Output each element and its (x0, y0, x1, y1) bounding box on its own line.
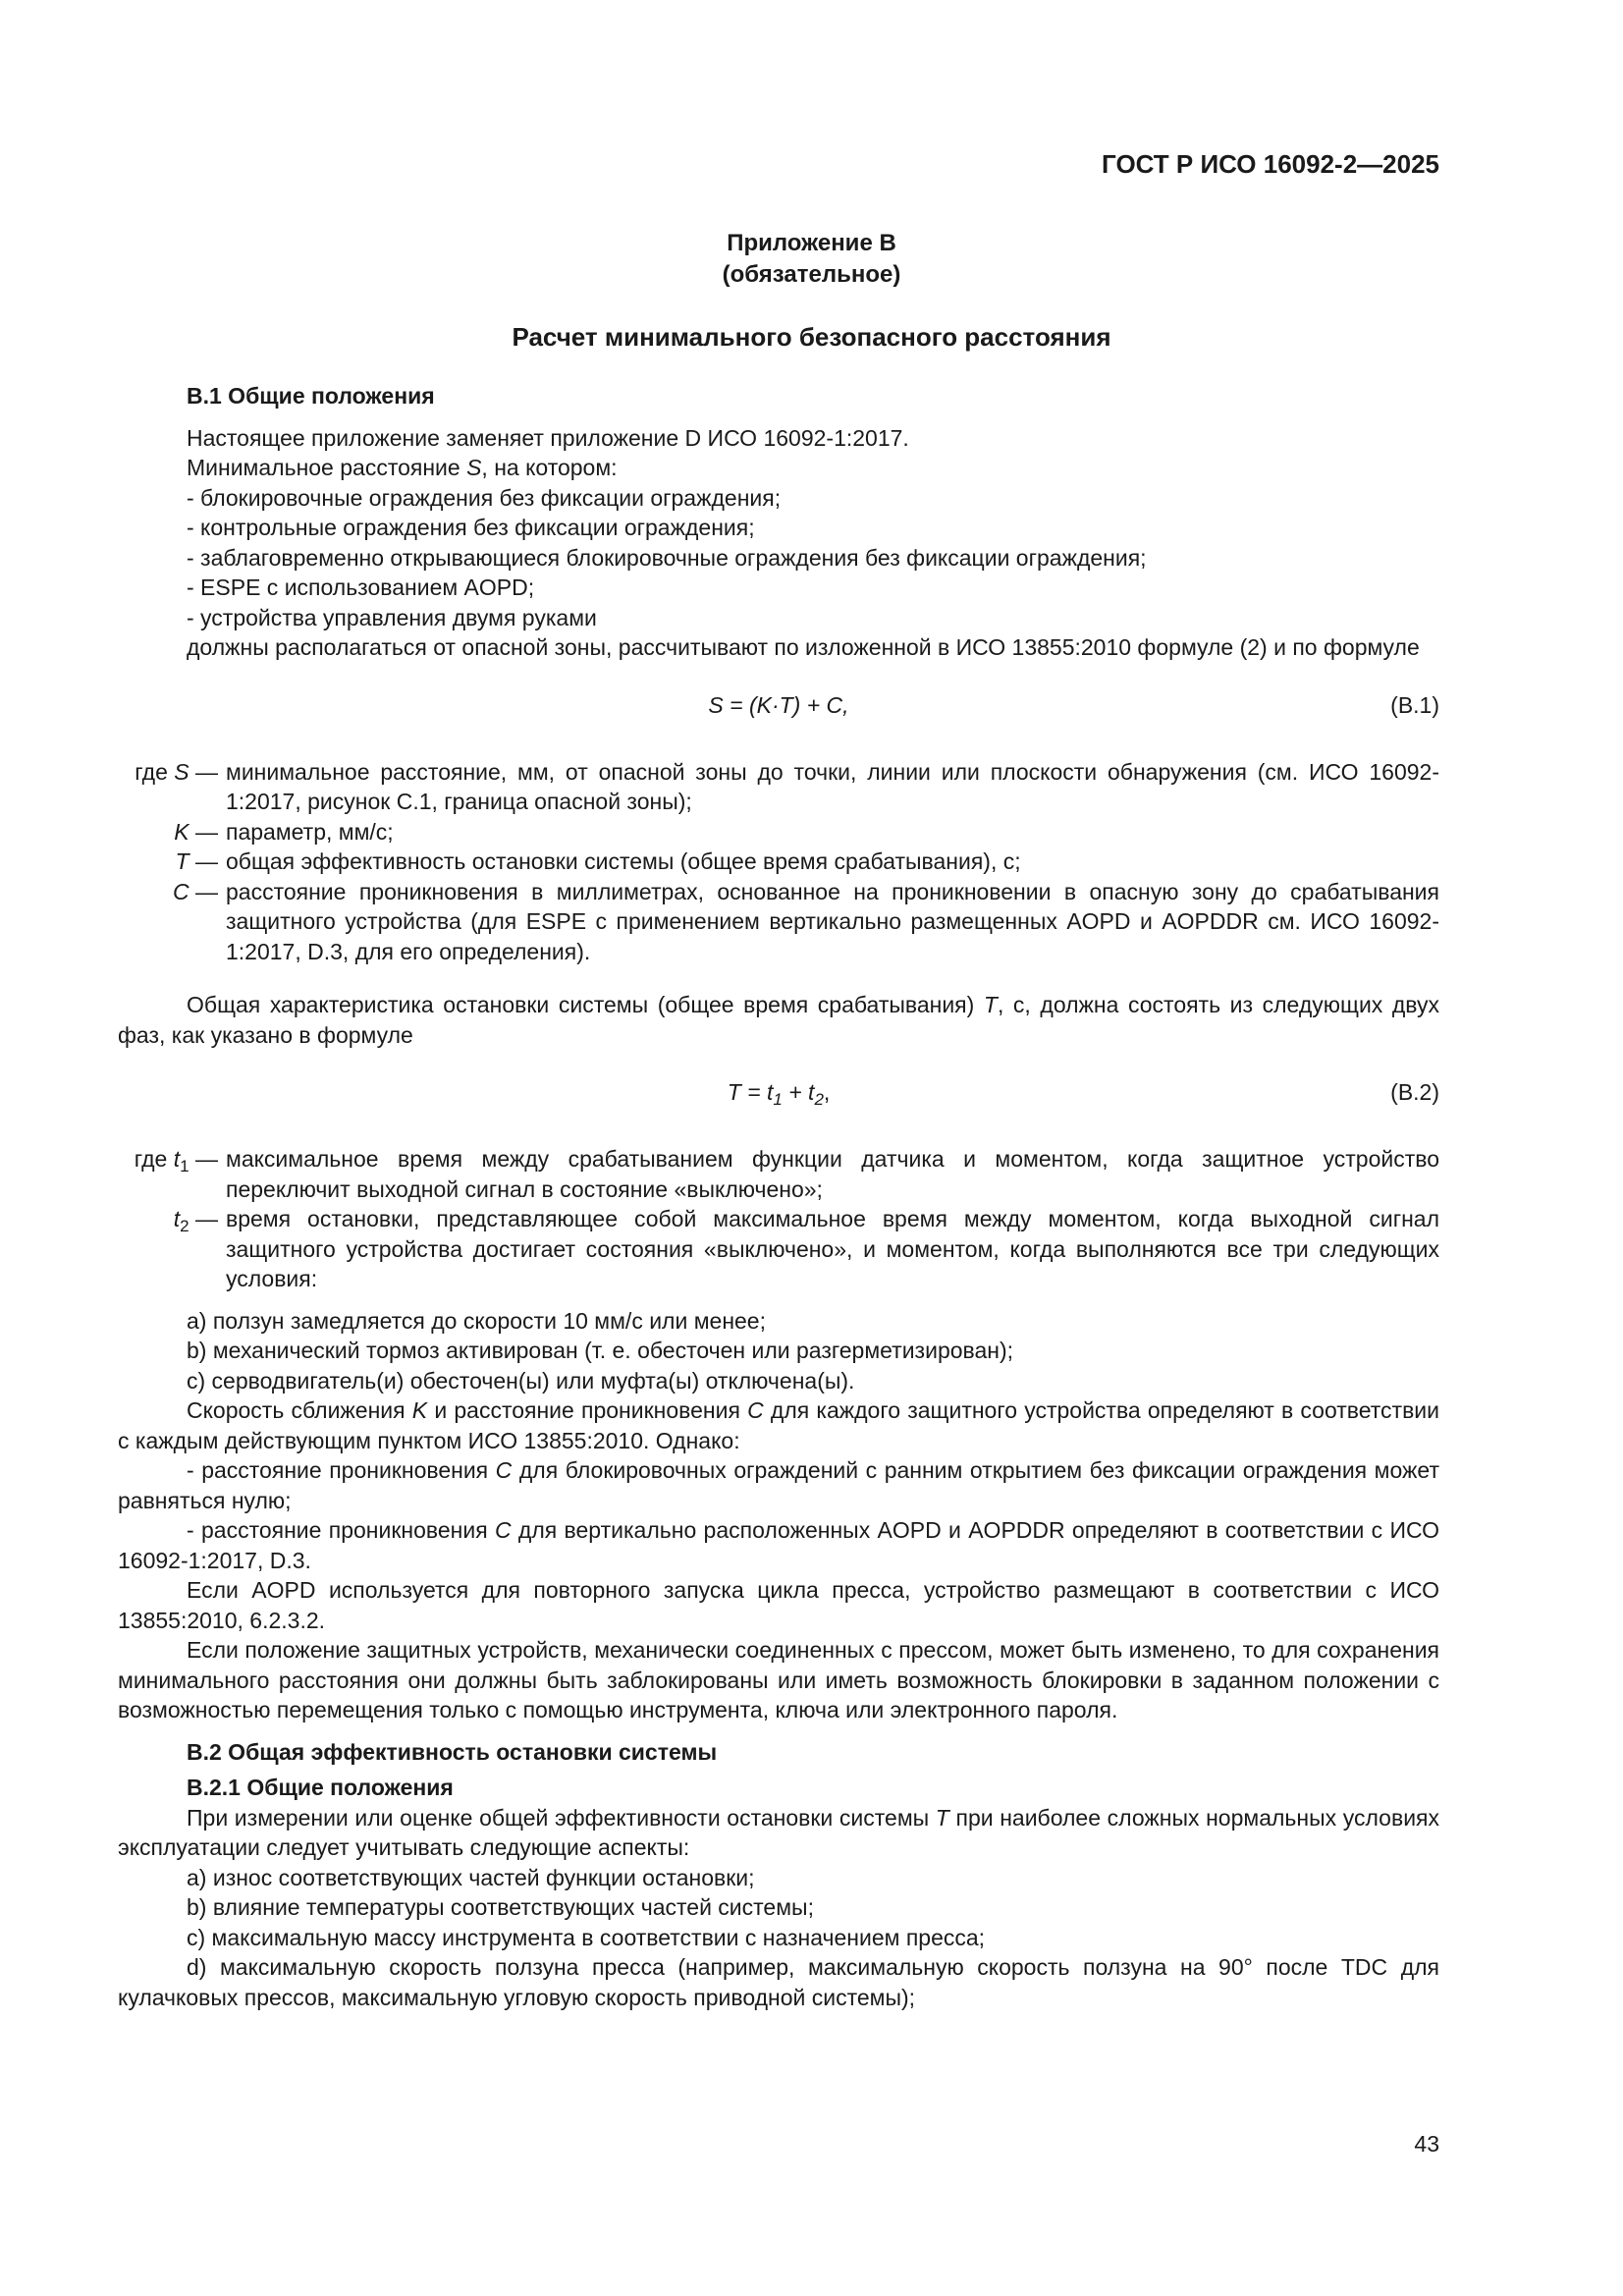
paragraph: Если AOPD используется для повторного запуска цикла пресса, устройство размещают в соответствии с ИСО 13855:2010, 6.2.3.2. (118, 1577, 1439, 1633)
definition-row: K — параметр, мм/с; (118, 817, 1439, 847)
list-item: c) максимальную массу инструмента в соответствии с назначением пресса; (187, 1924, 986, 1950)
page-number: 43 (1414, 2131, 1439, 2157)
formula-number: (В.2) (1390, 1079, 1439, 1105)
paragraph: Скорость сближения K и расстояние проникновения C для каждого защитного устройства определяют в соответствии с каждым действующим пунктом ИСО 13855:2010. Однако: (118, 1397, 1439, 1453)
definition-row: T — общая эффективность остановки системы (общее время срабатывания), с; (118, 847, 1439, 877)
paragraph: При измерении или оценке общей эффективности остановки системы T при наиболее сложных нормальных условиях эксплуатации следует учитывать следующие аспекты: (118, 1804, 1439, 1860)
definition-row: где S — минимальное расстояние, мм, от опасной зоны до точки, линии или плоскости обнаружения (см. ИСО 16092-1:2017, рисунок C.1, граница опасной зоны); (118, 757, 1439, 817)
list-item: - устройства управления двумя руками (187, 604, 597, 630)
definition-row: C — расстояние проникновения в миллиметрах, основанное на проникновении в опасную зону до срабатывания защитного устройства (для ESPE с применением вертикально размещенных AOPD и AOPDDR см. ИСО 16092-1:2017, D.3, для его определения). (118, 877, 1439, 967)
definition-row: где $t_1$ — максимальное время между срабатыванием функции датчика и моментом, когда защитное устройство переключит выходной сигнал в состояние «выключено»; (118, 1144, 1439, 1204)
paragraph: Настоящее приложение заменяет приложение D ИСО 16092-1:2017. (187, 424, 909, 451)
definition-text: минимальное расстояние, мм, от опасной зоны до точки, линии или плоскости обнаружения (см. ИСО 16092-1:2017, рисунок C.1, граница опасной зоны); (226, 758, 1439, 814)
definition-row: $t_2$ — время остановки, представляющее собой максимальное время между моментом, когда выходной сигнал защитного устройства достигает состояния «выключено», и моментом, когда выполняются все три следующих условия: (118, 1204, 1439, 1294)
formula-number: (В.1) (1390, 691, 1439, 718)
definition-text: параметр, мм/с; (226, 818, 394, 845)
paragraph: - расстояние проникновения C для вертикально расположенных AOPD и AOPDDR определяют в соответствии с ИСО 16092-1:2017, D.3. (118, 1517, 1439, 1573)
list-item: - ESPE с использованием AOPD; (187, 574, 535, 600)
list-item: a) износ соответствующих частей функции остановки; (187, 1864, 755, 1890)
list-item: b) влияние температуры соответствующих частей системы; (187, 1894, 814, 1920)
text-flow (118, 381, 1439, 2012)
list-item: a) ползун замедляется до скорости 10 мм/с или менее; (187, 1307, 766, 1334)
definition-text: общая эффективность остановки системы (общее время срабатывания), с; (226, 848, 1021, 874)
paragraph: должны располагаться от опасной зоны, рассчитывают по изложенной в ИСО 13855:2010 формуле (2) и по формуле (187, 634, 1420, 660)
paragraph: Минимальное расстояние S, на котором: (187, 455, 618, 480)
section-heading-b2: В.2 Общая эффективность остановки системы (187, 1738, 718, 1765)
formula-expression: $T = t_1 + t_2$, (727, 1079, 831, 1109)
appendix-label: Приложение В (727, 230, 896, 256)
paragraph: - расстояние проникновения C для блокировочных ограждений с ранним открытием без фиксации ограждения может равняться нулю; (118, 1457, 1439, 1513)
paragraph: Если положение защитных устройств, механически соединенных с прессом, может быть изменено, то для сохранения минимального расстояния они должны быть заблокированы или иметь возможность блокировки в заданном положении с возможностью перемещения только с помощью инструмента, ключа или электронного пароля. (118, 1637, 1439, 1722)
paragraph: Общая характеристика остановки системы (общее время срабатывания) T, с, должна состоять из следующих двух фаз, как указано в формуле (118, 992, 1440, 1048)
definitions-b1 (118, 757, 1439, 967)
list-item: - блокировочные ограждения без фиксации ограждения; (187, 484, 782, 511)
formula-expression: S = (K·T) + C, (708, 691, 849, 718)
definitions-b2 (118, 1144, 1439, 1294)
list-item: - контрольные ограждения без фиксации ограждения; (187, 515, 755, 540)
definition-text: время остановки, представляющее собой максимальное время между моментом, когда выходной сигнал защитного устройства достигает состояния «выключено», и моментом, когда выполняются все три следующих условия: (226, 1206, 1439, 1291)
section-heading-b1: В.1 Общие положения (187, 383, 435, 409)
definition-text: расстояние проникновения в миллиметрах, основанное на проникновении в опасную зону до срабатывания защитного устройства (для ESPE с применением вертикально размещенных AOPD и AOPDDR см. ИСО 16092-1:2017, D.3, для его определения). (226, 878, 1439, 964)
definition-text: максимальное время между срабатыванием функции датчика и моментом, когда защитное устройство переключит выходной сигнал в состояние «выключено»; (226, 1146, 1439, 1202)
formula-b1 (118, 690, 1439, 720)
appendix-title: Расчет минимального безопасного расстояния (512, 322, 1111, 352)
list-item: b) механический тормоз активирован (т. е. обесточен или разгерметизирован); (187, 1338, 1014, 1363)
list-item: - заблаговременно открывающиеся блокировочные ограждения без фиксации ограждения; (187, 544, 1147, 571)
appendix-status: (обязательное) (722, 261, 901, 288)
formula-b2 (118, 1077, 1439, 1107)
standard-designation: ГОСТ Р ИСО 16092-2—2025 (1102, 149, 1439, 179)
list-item: d) максимальную скорость ползуна пресса (например, максимальную скорость ползуна на 90° после TDC для кулачковых прессов, максимальную угловую скорость приводной системы); (118, 1954, 1439, 2010)
appendix-heading (0, 228, 1623, 291)
subsection-heading-b21: В.2.1 Общие положения (187, 1775, 454, 1800)
list-item: c) серводвигатель(и) обесточен(ы) или муфта(ы) отключена(ы). (187, 1367, 855, 1394)
